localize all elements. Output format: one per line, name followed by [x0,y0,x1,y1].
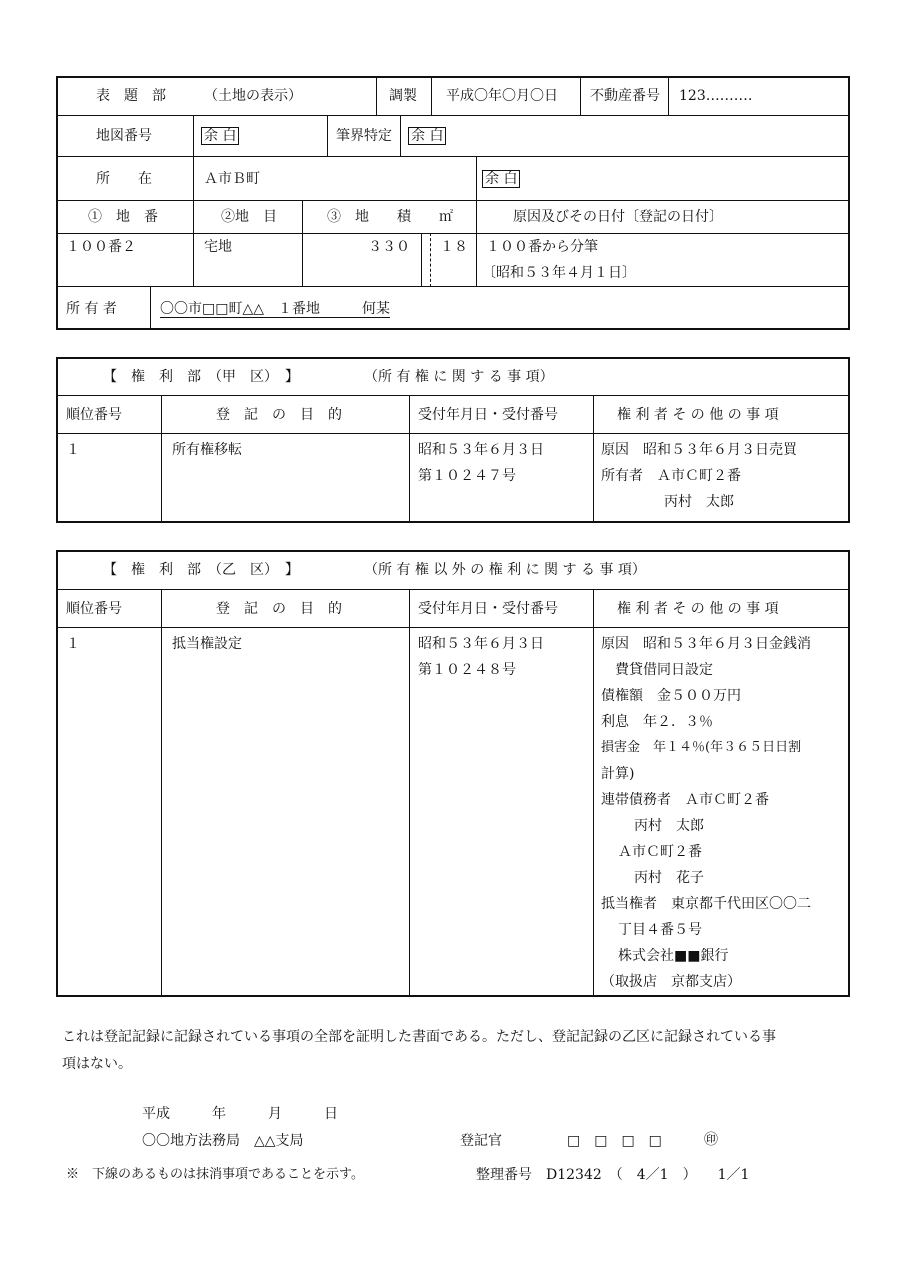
registrar-label: 登記官 [460,1133,502,1149]
otsu-holder-line: （取扱店 京都支店） [601,974,741,990]
otsu-col-rank: 順位番号 [66,601,122,617]
prepared-label: 調製 [389,88,417,104]
col-divider [193,156,194,201]
col-divider [580,76,581,116]
lot-value: １００番２ [66,239,136,255]
otsu-holder-line: Ａ市Ｃ町２番 [618,844,702,860]
col-divider [476,156,477,201]
col-divider [376,76,377,116]
col-divider [150,286,151,330]
otsu-col-holder: 権 利 者 そ の 他 の 事 項 [617,601,779,617]
otsu-section-table [56,550,850,997]
row-divider [56,589,850,590]
owner-value: 〇〇市□□町△△ １番地 何某 [160,301,390,317]
row-divider [56,433,850,434]
otsu-holder-line: 原因 昭和５３年６月３日金銭消 [601,636,811,652]
col-divider [161,395,162,523]
otsu-holder-line: 費貸借同日設定 [615,662,713,678]
kou-holder-line: 丙村 太郎 [664,494,734,510]
reference-number: 整理番号 D12342 （ 4／1 ） 1／1 [476,1167,750,1183]
col-divider [400,115,401,157]
otsu-purpose: 抵当権設定 [172,636,242,652]
category-value: 宅地 [204,239,232,255]
otsu-received-date: 昭和５３年６月３日 [418,636,544,652]
col-divider [593,395,594,523]
col-lot-header: ① 地 番 [88,209,158,225]
area-integer: ３３０ [368,239,410,255]
kou-col-rank: 順位番号 [66,407,122,423]
otsu-title: 【 権 利 部 （乙 区） 】 [103,562,299,578]
certification-text-line-1: これは登記記録に記録されている事項の全部を証明した書面である。ただし、登記記録の乙区に記録されている事 [62,1029,776,1045]
col-divider [409,395,410,523]
col-divider [668,76,669,116]
row-divider [56,395,850,396]
row-divider [56,200,850,201]
otsu-holder-line: 連帯債務者 Ａ市Ｃ町２番 [601,792,769,808]
real-estate-no-label: 不動産番号 [590,88,660,104]
col-cause-header: 原因及びその日付〔登記の日付〕 [513,209,723,225]
col-divider [161,589,162,997]
otsu-holder-line: 損害金 年１４％(年３６５日日割 [601,740,802,755]
col-divider [593,589,594,997]
kou-holder-line: 原因 昭和５３年６月３日売買 [601,442,797,458]
kou-purpose: 所有権移転 [172,442,242,458]
registrar-name: □ □ □ □ [567,1133,662,1149]
seal-mark: ㊞ [704,1132,718,1148]
real-estate-no: 123‥‥‥‥‥ [679,88,753,104]
otsu-holder-line: 丁目４番５号 [618,922,702,938]
row-divider [56,115,850,116]
col-category-header: ②地 目 [221,209,277,225]
strikethrough-note: ※ 下線のあるものは抹消事項であることを示す。 [66,1167,364,1182]
row-divider [56,627,850,628]
otsu-holder-line: 計算) [601,766,635,782]
col-divider [193,200,194,287]
row-divider [56,286,850,287]
col-divider [327,115,328,157]
kou-title: 【 権 利 部 （甲 区） 】 [103,369,299,385]
otsu-subtitle: （所 有 権 以 外 の 権 利 に 関 す る 事 項） [364,562,646,578]
cause-line-2: 〔昭和５３年４月１日〕 [482,265,636,281]
kou-received-no: 第１０２４７号 [418,468,516,484]
col-divider [409,589,410,997]
section-title: 表 題 部 [96,88,166,104]
boundary-value: 余 白 [408,127,446,145]
kou-col-received: 受付年月日・受付番号 [418,407,558,423]
col-divider [431,76,432,116]
location-label: 所 在 [96,171,152,187]
certification-text-line-2: 項はない。 [62,1056,132,1072]
otsu-col-received: 受付年月日・受付番号 [418,601,558,617]
otsu-holder-line: 抵当権者 東京都千代田区〇〇二 [601,896,811,912]
area-decimal: １８ [440,239,468,255]
map-no-label: 地図番号 [96,128,152,144]
owner-label: 所 有 者 [66,301,117,317]
kou-col-holder: 権 利 者 そ の 他 の 事 項 [617,407,779,423]
issue-date-line: 平成 年 月 日 [142,1106,338,1122]
location-extra: 余 白 [482,170,520,188]
map-no-value: 余 白 [201,127,239,145]
col-divider [193,115,194,157]
issuing-office: 〇〇地方法務局 △△支局 [142,1133,304,1149]
otsu-rank: １ [66,636,80,652]
kou-received-date: 昭和５３年６月３日 [418,442,544,458]
col-area-header: ③ 地 積 ㎡ [327,209,453,225]
col-divider [476,200,477,287]
otsu-holder-line: 利息 年２．３％ [601,714,713,730]
otsu-holder-line: 丙村 太郎 [634,818,704,834]
kou-col-purpose: 登 記 の 目 的 [216,407,342,423]
otsu-holder-line: 債権額 金５００万円 [601,688,741,704]
location-value: Ａ市Ｂ町 [204,171,260,187]
otsu-received-no: 第１０２４８号 [418,662,516,678]
kou-holder-line: 所有者 Ａ市Ｃ町２番 [601,468,741,484]
boundary-label: 筆界特定 [336,128,392,144]
row-divider [56,156,850,157]
land-display-label: （土地の表示） [204,88,302,104]
cause-line-1: １００番から分筆 [486,239,598,255]
otsu-holder-line: 丙村 花子 [634,870,704,886]
col-divider [302,200,303,287]
prepared-date: 平成〇年〇月〇日 [446,88,558,104]
col-divider [421,233,422,287]
kou-rank: １ [66,442,80,458]
row-divider [56,233,850,234]
decimal-divider [430,233,431,287]
otsu-col-purpose: 登 記 の 目 的 [216,601,342,617]
otsu-holder-line: 株式会社■■銀行 [618,948,729,964]
kou-subtitle: （所 有 権 に 関 す る 事 項） [364,369,554,385]
